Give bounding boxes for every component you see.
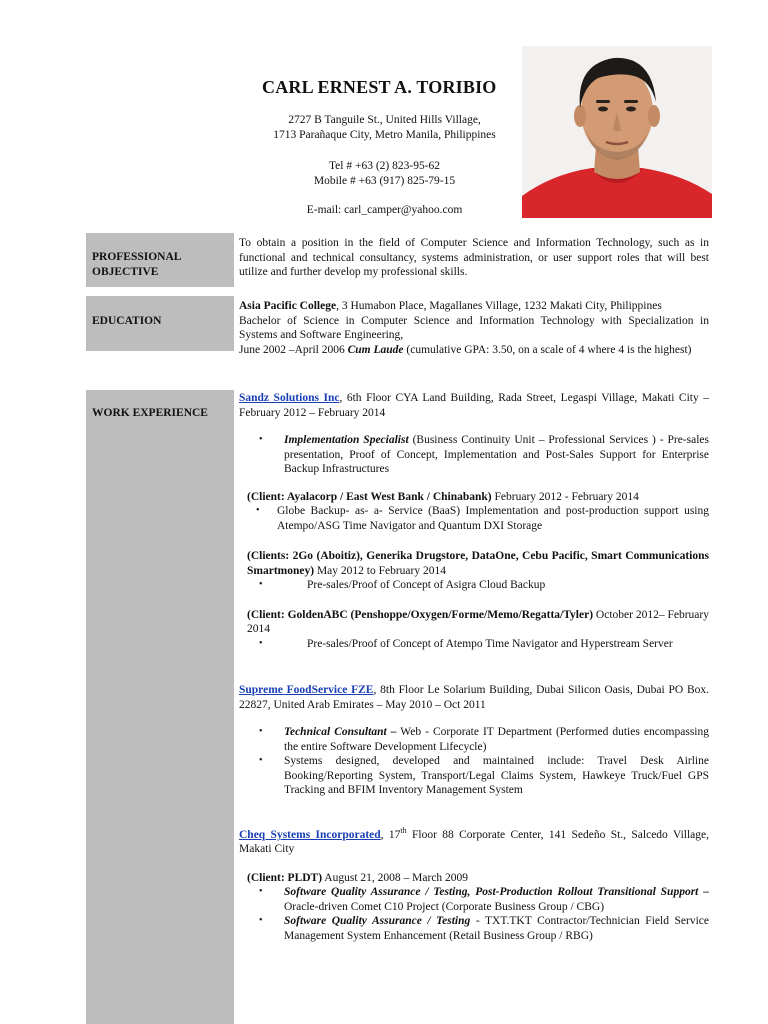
education-dates-line: June 2002 –April 2006 Cum Laude (cumulative GPA: 3.50, on a scale of 4 where 4 is the highest) <box>239 343 692 356</box>
education-label: EDUCATION <box>92 315 162 327</box>
honor: Cum Laude <box>347 343 404 356</box>
telephone: Tel # +63 (2) 823-95-62 <box>328 160 441 172</box>
work-label: WORK EXPERIENCE <box>92 407 208 419</box>
job2-systems-item: • Systems designed, developed and maintained include: Travel Desk Airline Booking/Reporting System, Transport/Legal Claims System, Hawkeye Truck/Fuel GPS Tracking and BFIM Inventory Management System <box>259 755 709 796</box>
job2-role: Technical Consultant – <box>284 726 397 738</box>
objective-label-1: PROFESSIONAL <box>92 251 182 263</box>
company-link-cheq[interactable]: Cheq Systems Incorporated <box>239 828 381 841</box>
email: E-mail: carl_camper@yahoo.com <box>306 204 463 216</box>
company-link-sandz[interactable]: Sandz Solutions Inc <box>239 392 340 404</box>
job1-client2: (Clients: 2Go (Aboitiz), Generika Drugstore, DataOne, Cebu Pacific, Smart Communications Smartmoney) May 2012 to February 2014 <box>247 550 709 577</box>
education-section <box>239 299 709 357</box>
job3-client: (Client: PLDT) August 21, 2008 – March 2009 <box>247 871 469 884</box>
job2-header: Supreme FoodService FZE, 8th Floor Le Solarium Building, Dubai Silicon Oasis, Dubai PO Box. 22827, United Arab Emirates – May 2010 – Oct 2011 <box>239 684 709 711</box>
contact-block <box>252 113 517 218</box>
objective-label-2: OBJECTIVE <box>92 266 159 278</box>
address-line-1: 2727 B Tanguile St., United Hills Village, <box>288 114 481 126</box>
job1-client3: (Client: GoldenABC (Penshoppe/Oxygen/Forme/Memo/Regatta/Tyler) October 2012– February 2014 <box>247 608 709 635</box>
sidebar-work <box>86 390 234 1024</box>
job1-role: Implementation Specialist <box>284 434 409 446</box>
job3-item1: • Software Quality Assurance / Testing, Post-Production Rollout Transitional Support – Oracle-driven Comet C10 Project (Corporate Business Group / CBG) <box>259 886 709 913</box>
company-link-supreme[interactable]: Supreme FoodService FZE <box>239 684 374 696</box>
job1-role-item: • Implementation Specialist (Business Continuity Unit – Professional Services ) - Pre-sales presentation, Proof of Concept, Implementation and Post-Sales Support for Enterprise Backup Infrastructures <box>259 434 709 475</box>
job3-item2: • Software Quality Assurance / Testing - TXT.TKT Contractor/Technician Field Service Management System Enhancement (Retail Business Group / RBG) <box>259 915 709 942</box>
job1-client2-item: • Pre-sales/Proof of Concept of Asigra Cloud Backup <box>259 579 546 591</box>
job2-role-item: • Technical Consultant – Web - Corporate IT Department (Performed duties encompassing the entire Software Development Lifecycle) <box>259 726 710 753</box>
job1-client1-item: • Globe Backup- as- a- Service (BaaS) Implementation and post-production support using Atempo/ASG Time Navigator and Quantum DXI Storage <box>256 505 709 532</box>
objective-text: To obtain a position in the field of Computer Science and Information Technology, such as in functional and technical consultancy, systems administration, or user support roles that will best utilize and further develop my professional skills. <box>239 237 709 278</box>
sidebar-objective <box>86 233 234 287</box>
address-line-2: 1713 Parañaque City, Metro Manila, Philippines <box>273 129 496 141</box>
sidebar-education <box>86 296 234 351</box>
job-cheq <box>239 824 709 943</box>
mobile: Mobile # +63 (917) 825-79-15 <box>313 175 456 187</box>
education-degree: Bachelor of Science in Computer Science and Information Technology with Specialization in Systems and Software Engineering, <box>239 314 709 341</box>
profile-photo <box>522 46 712 218</box>
job-sandz <box>239 391 709 651</box>
job-supreme <box>239 683 709 798</box>
job1-client3-item: • Pre-sales/Proof of Concept of Atempo Time Navigator and Hyperstream Server <box>259 637 673 650</box>
candidate-name: CARL ERNEST A. TORIBIO <box>262 77 497 97</box>
job1-client1: (Client: Ayalacorp / East West Bank / Chinabank) February 2012 - February 2014 <box>247 490 639 503</box>
job3-header: Cheq Systems Incorporated, 17th Floor 88 Corporate Center, 141 Sedeño St., Salcedo Village, Makati City <box>239 826 709 856</box>
job1-header: Sandz Solutions Inc, 6th Floor CYA Land Building, Rada Street, Legaspi Village, Makati City – February 2012 – February 2014 <box>239 392 710 419</box>
education-school-line: Asia Pacific College, 3 Humabon Place, Magallanes Village, 1232 Makati City, Philippines <box>239 300 662 312</box>
school-name: Asia Pacific College <box>239 300 337 312</box>
